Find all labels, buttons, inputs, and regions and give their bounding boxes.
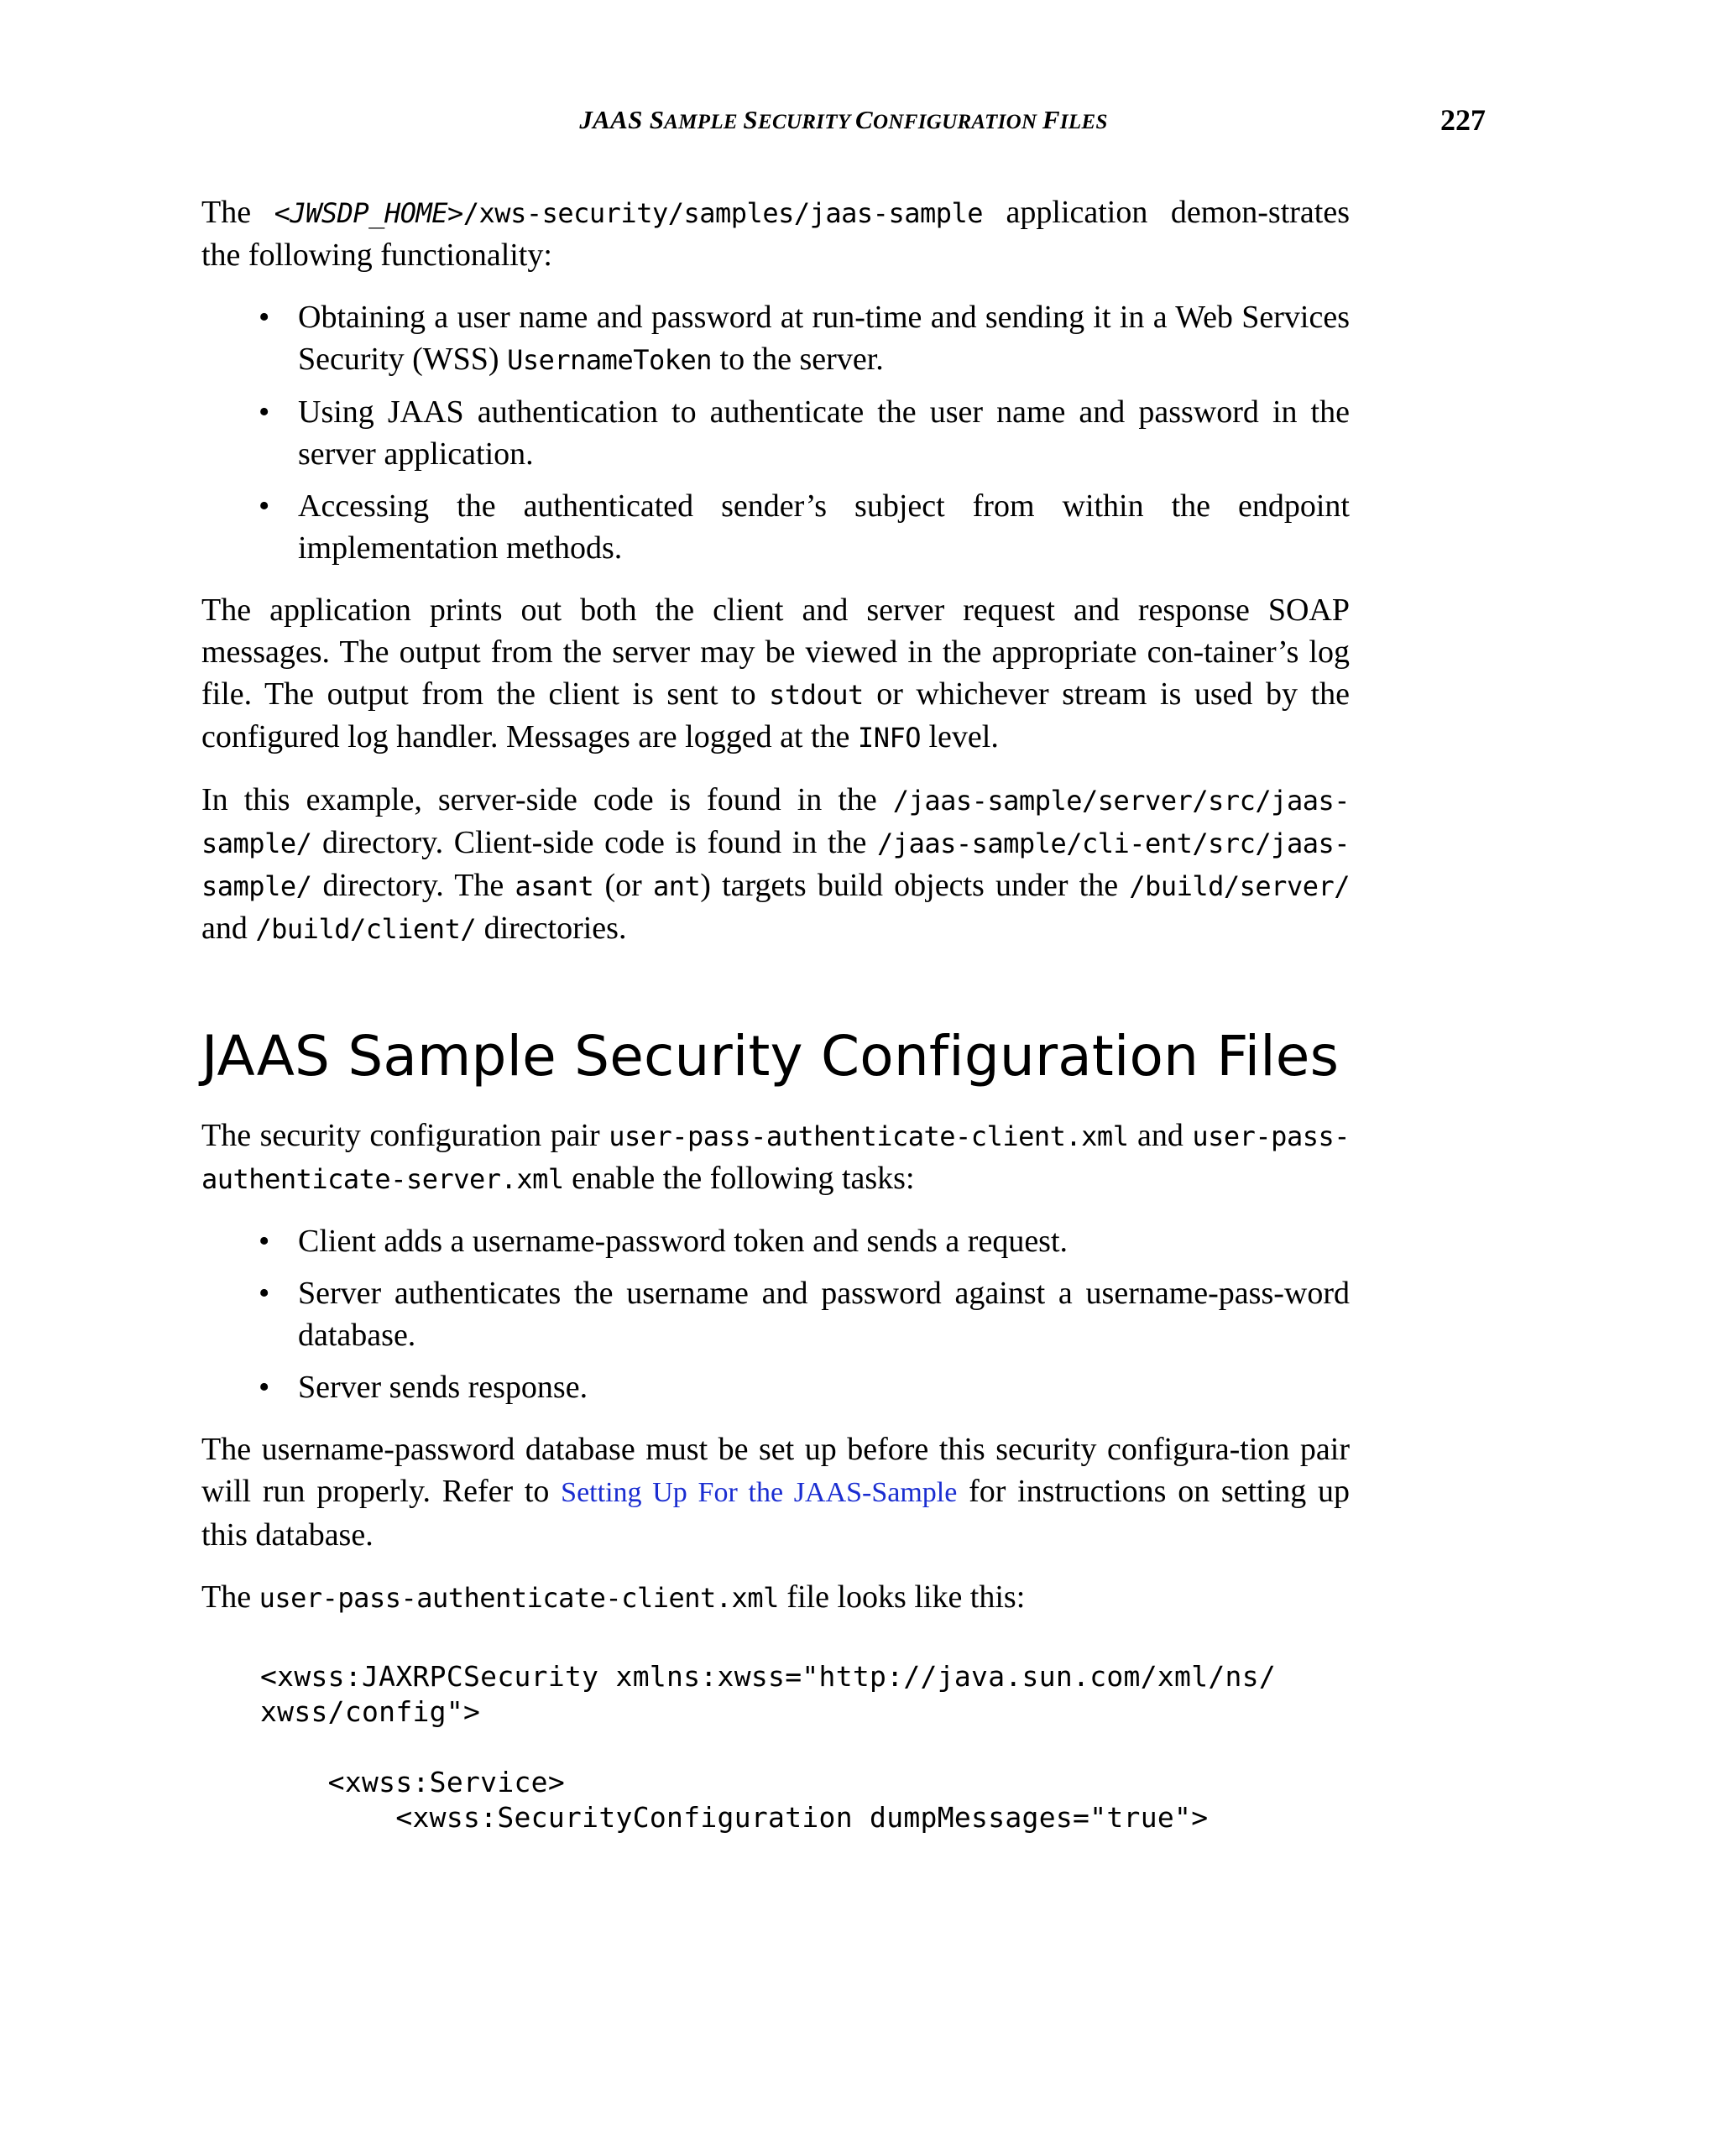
intro-paragraph-1: The <JWSDP_HOME>/xws-security/samples/jaas-sample application demon-strates the following functionality: bbox=[201, 195, 1350, 273]
intro-paragraph-3: In this example, server-side code is found in the /jaas-sample/server/src/jaas-sample/ directory. Client-side code is found in the /jaas-sample/cli-ent/src/jaas-sample/ directory. The asant (or ant) targets build objects under the /build/server/ and /build/client/ directories. bbox=[201, 782, 1350, 946]
tasks-list bbox=[201, 1220, 1350, 1408]
code-block bbox=[260, 1659, 1350, 1835]
code-line: <xwss:SecurityConfiguration dumpMessages="true"> bbox=[260, 1801, 1209, 1834]
code-line: xwss/config"> bbox=[260, 1695, 481, 1728]
list-item: • Server sends response. bbox=[259, 1370, 588, 1405]
list-item: • Server authenticates the username and password against a username-pass-word database. bbox=[259, 1276, 1350, 1353]
code-line: <xwss:Service> bbox=[260, 1766, 566, 1798]
section-paragraph-1: The security configuration pair user-pass-authenticate-client.xml and user-pass-authenticate-server.xml enable the following tasks: bbox=[201, 1118, 1350, 1196]
list-item: • Client adds a username-password token and sends a request. bbox=[259, 1224, 1068, 1259]
code-line bbox=[260, 1730, 1350, 1765]
list-item: • Using JAAS authentication to authenticate the user name and password in the server application. bbox=[259, 394, 1350, 472]
body-text bbox=[201, 191, 1350, 1835]
list-item: • Obtaining a user name and password at run-time and sending it in a Web Services Security (WSS) UsernameToken to the server. bbox=[259, 300, 1350, 377]
list-item: • Accessing the authenticated sender’s subject from within the endpoint implementation methods. bbox=[259, 488, 1350, 566]
section-paragraph-3: The user-pass-authenticate-client.xml file looks like this: bbox=[201, 1579, 1026, 1615]
section-paragraph-2: The username-password database must be set up before this security configura-tion pair will run properly. Refer to Setting Up For the JAAS-Sample for instructions on setting up this database. bbox=[201, 1432, 1350, 1553]
intro-paragraph-2: The application prints out both the client and server request and response SOAP messages. The output from the server may be viewed in the appropriate con-tainer’s log file. The output from the client is sent to stdout or whichever stream is used by the configured log handler. Messages are logged at the INFO level. bbox=[201, 593, 1350, 754]
running-title: JAAS SAMPLE SECURITY CONFIGURATION FILES bbox=[579, 105, 1108, 134]
code-line: <xwss:JAXRPCSecurity xmlns:xwss="http://java.sun.com/xml/ns/ bbox=[260, 1660, 1277, 1693]
jaas-sample-setup-link[interactable]: Setting Up For the JAAS-Sample bbox=[561, 1477, 958, 1508]
section-heading: JAAS Sample Security Configuration Files bbox=[201, 1024, 1340, 1088]
page-number: 227 bbox=[1440, 103, 1486, 137]
functionality-list bbox=[201, 296, 1350, 569]
running-head bbox=[201, 99, 1486, 141]
